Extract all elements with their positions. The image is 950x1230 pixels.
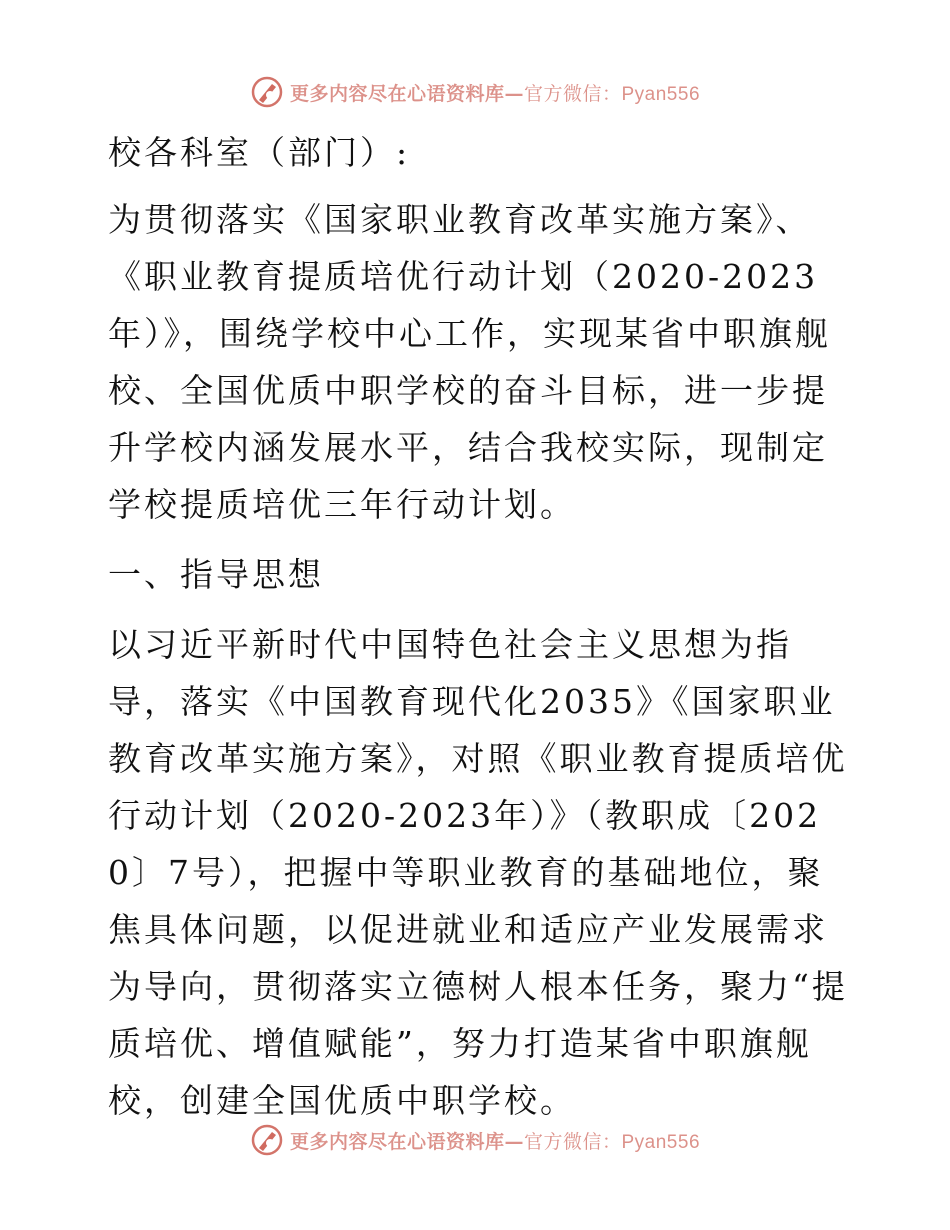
section-heading-guiding-ideology: 一、指导思想 [108, 555, 324, 594]
watermark-text: 更多内容尽在心语资料库—官方微信：Pyan556 [289, 82, 701, 105]
document-body [98, 120, 858, 1129]
pen-logo-icon [250, 1123, 284, 1157]
header-watermark-banner [0, 72, 950, 112]
footer-watermark-banner [0, 1120, 950, 1160]
guiding-ideology-paragraph: 以习近平新时代中国特色社会主义思想为指导，落实《中国教育现代化2035》《国家职业教育改革实施方案》，对照《职业教育提质培优行动计划（2020-2023年）》（教职成〔2020〕7号），把握中等职业教育的基础地位，聚焦具体问题，以促进就业和适应产业发展需求为导向，贯彻落实立德树人根本任务，聚力“提质培优、增值赋能”，努力打造某省中职旗舰校，创建全国优质中职学校。 [108, 625, 848, 1120]
intro-paragraph: 为贯彻落实《国家职业教育改革实施方案》、《职业教育提质培优行动计划（2020-2023年）》，围绕学校中心工作，实现某省中职旗舰校、全国优质中职学校的奋斗目标，进一步提升学校内涵发展水平，结合我校实际，现制定学校提质培优三年行动计划。 [108, 200, 831, 524]
pen-logo-icon [250, 75, 284, 109]
salutation: 校各科室（部门）: [108, 133, 411, 172]
watermark-text: 更多内容尽在心语资料库—官方微信：Pyan556 [289, 1130, 701, 1153]
